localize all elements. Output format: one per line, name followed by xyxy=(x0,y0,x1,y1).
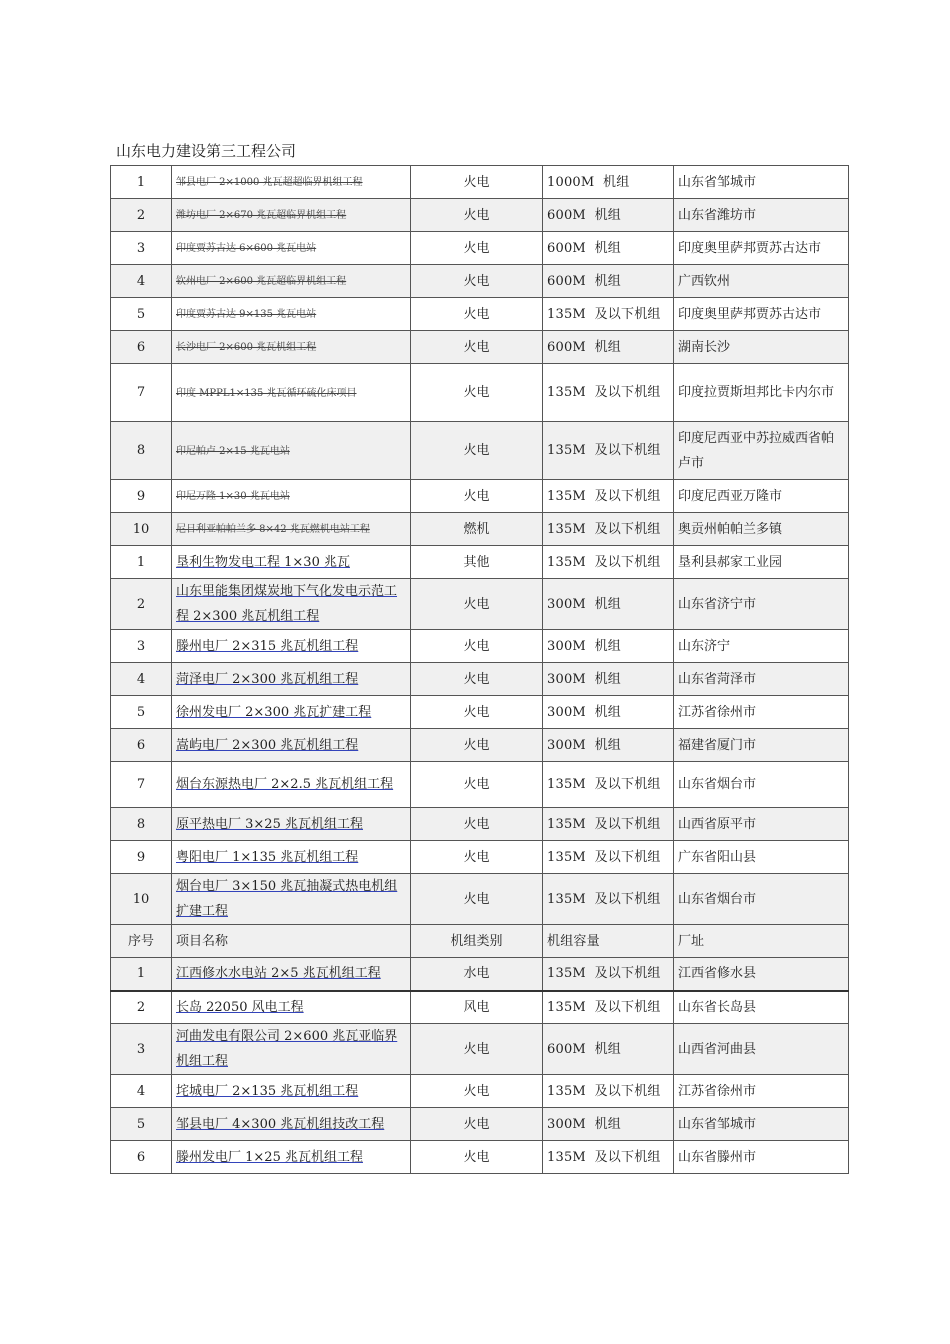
unit-capacity: 135M 及以下机组 xyxy=(543,841,674,874)
row-number: 9 xyxy=(111,480,172,513)
project-link[interactable]: 烟台东源热电厂 2×2.5 兆瓦机组工程 xyxy=(176,777,394,792)
unit-type: 火电 xyxy=(411,166,543,199)
project-name[interactable] xyxy=(172,630,411,663)
site-location: 山东省菏泽市 xyxy=(674,663,849,696)
table-row xyxy=(111,1024,849,1075)
table-row xyxy=(111,298,849,331)
unit-type: 火电 xyxy=(411,696,543,729)
project-name-text: 印度贾苏古达 6×600 兆瓦电站 xyxy=(176,243,317,254)
site-location: 广西钦州 xyxy=(674,265,849,298)
unit-type: 其他 xyxy=(411,546,543,579)
table-row xyxy=(111,663,849,696)
row-number: 7 xyxy=(111,762,172,808)
table-row xyxy=(111,874,849,925)
project-name xyxy=(172,422,411,480)
project-link[interactable]: 邹县电厂 4×300 兆瓦机组技改工程 xyxy=(176,1116,385,1132)
site-location: 广东省阳山县 xyxy=(674,841,849,874)
project-link[interactable]: 江西修水水电站 2×5 兆瓦机组工程 xyxy=(176,966,381,982)
unit-type: 风电 xyxy=(411,991,543,1024)
header-capacity: 机组容量 xyxy=(543,925,674,958)
site-location: 山东省滕州市 xyxy=(674,1141,849,1174)
unit-capacity: 1000M 机组 xyxy=(543,166,674,199)
header-site: 厂址 xyxy=(674,925,849,958)
row-number: 7 xyxy=(111,364,172,422)
site-location: 山东省烟台市 xyxy=(674,762,849,808)
project-link[interactable]: 滕州电厂 2×315 兆瓦机组工程 xyxy=(176,638,359,654)
row-number: 3 xyxy=(111,1024,172,1075)
unit-type: 水电 xyxy=(411,958,543,991)
unit-type: 火电 xyxy=(411,232,543,265)
site-location: 印度尼西亚中苏拉威西省帕卢市 xyxy=(674,422,849,480)
project-name[interactable] xyxy=(172,958,411,991)
project-name[interactable] xyxy=(172,546,411,579)
table-row xyxy=(111,991,849,1024)
site-location: 奥贡州帕帕兰多镇 xyxy=(674,513,849,546)
table-row xyxy=(111,265,849,298)
site-location: 江苏省徐州市 xyxy=(674,1075,849,1108)
unit-capacity: 600M 机组 xyxy=(543,199,674,232)
project-link[interactable]: 菏泽电厂 2×300 兆瓦机组工程 xyxy=(176,671,359,687)
unit-capacity: 600M 机组 xyxy=(543,1024,674,1075)
table-row xyxy=(111,232,849,265)
header-name: 项目名称 xyxy=(172,925,411,958)
project-name-text: 长沙电厂 2×600 兆瓦机组工程 xyxy=(176,342,317,353)
project-name xyxy=(172,166,411,199)
row-number: 2 xyxy=(111,579,172,630)
project-link[interactable]: 河曲发电有限公司 2×600 兆瓦亚临界机组工程 xyxy=(176,1029,398,1069)
project-name-text: 尼日利亚帕帕兰多 8×42 兆瓦燃机电站工程 xyxy=(176,524,370,535)
unit-capacity: 135M 及以下机组 xyxy=(543,762,674,808)
row-number: 6 xyxy=(111,331,172,364)
unit-type: 火电 xyxy=(411,841,543,874)
unit-capacity: 135M 及以下机组 xyxy=(543,1141,674,1174)
row-number: 1 xyxy=(111,546,172,579)
project-name xyxy=(172,513,411,546)
site-location: 山东省长岛县 xyxy=(674,991,849,1024)
project-name-text: 钦州电厂 2×600 兆瓦超临界机组工程 xyxy=(176,276,347,287)
project-name[interactable] xyxy=(172,1141,411,1174)
unit-type: 火电 xyxy=(411,422,543,480)
site-location: 印度拉贾斯坦邦比卡内尔市 xyxy=(674,364,849,422)
project-name[interactable] xyxy=(172,663,411,696)
project-link[interactable]: 长岛 22050 风电工程 xyxy=(176,999,304,1015)
table-row xyxy=(111,841,849,874)
site-location: 印度尼西亚万隆市 xyxy=(674,480,849,513)
row-number: 10 xyxy=(111,874,172,925)
table-row xyxy=(111,199,849,232)
project-name[interactable] xyxy=(172,841,411,874)
site-location: 江苏省徐州市 xyxy=(674,696,849,729)
project-name[interactable] xyxy=(172,579,411,630)
row-number: 6 xyxy=(111,1141,172,1174)
header-type: 机组类别 xyxy=(411,925,543,958)
site-location: 山东省济宁市 xyxy=(674,579,849,630)
project-link[interactable]: 山东里能集团煤炭地下气化发电示范工程 2×300 兆瓦机组工程 xyxy=(176,584,398,624)
project-name xyxy=(172,199,411,232)
unit-type: 火电 xyxy=(411,874,543,925)
unit-capacity: 300M 机组 xyxy=(543,579,674,630)
header-no: 序号 xyxy=(111,925,172,958)
project-name[interactable] xyxy=(172,762,411,808)
table-row xyxy=(111,546,849,579)
table-row xyxy=(111,762,849,808)
table-row xyxy=(111,696,849,729)
project-link[interactable]: 粤阳电厂 1×135 兆瓦机组工程 xyxy=(176,849,359,865)
unit-type: 火电 xyxy=(411,1075,543,1108)
table-row xyxy=(111,331,849,364)
project-name-text: 印尼万隆 1×30 兆瓦电站 xyxy=(176,491,290,502)
site-location: 江西省修水县 xyxy=(674,958,849,991)
row-number: 1 xyxy=(111,958,172,991)
row-number: 4 xyxy=(111,265,172,298)
row-number: 9 xyxy=(111,841,172,874)
site-location: 山西省原平市 xyxy=(674,808,849,841)
project-name[interactable] xyxy=(172,1108,411,1141)
table-header-row xyxy=(111,925,849,958)
table-row xyxy=(111,1141,849,1174)
unit-type: 火电 xyxy=(411,265,543,298)
project-name[interactable] xyxy=(172,874,411,925)
unit-type: 火电 xyxy=(411,1024,543,1075)
site-location: 山西省河曲县 xyxy=(674,1024,849,1075)
project-link[interactable]: 嵩屿电厂 2×300 兆瓦机组工程 xyxy=(176,737,359,753)
site-location: 印度奥里萨邦贾苏古达市 xyxy=(674,298,849,331)
unit-capacity: 300M 机组 xyxy=(543,630,674,663)
row-number: 4 xyxy=(111,663,172,696)
project-name[interactable] xyxy=(172,991,411,1024)
table-row xyxy=(111,513,849,546)
unit-capacity: 135M 及以下机组 xyxy=(543,422,674,480)
project-name[interactable] xyxy=(172,696,411,729)
site-location: 山东省邹城市 xyxy=(674,1108,849,1141)
row-number: 2 xyxy=(111,991,172,1024)
unit-capacity: 135M 及以下机组 xyxy=(543,298,674,331)
unit-type: 火电 xyxy=(411,663,543,696)
table-row xyxy=(111,630,849,663)
site-location: 湖南长沙 xyxy=(674,331,849,364)
unit-type: 火电 xyxy=(411,630,543,663)
site-location: 山东济宁 xyxy=(674,630,849,663)
table-row xyxy=(111,166,849,199)
unit-capacity: 135M 及以下机组 xyxy=(543,480,674,513)
unit-type: 燃机 xyxy=(411,513,543,546)
project-name xyxy=(172,331,411,364)
unit-capacity: 300M 机组 xyxy=(543,663,674,696)
project-name-text: 邹县电厂 2×1000 兆瓦超超临界机组工程 xyxy=(176,177,363,188)
row-number: 5 xyxy=(111,1108,172,1141)
project-name-text: 印尼帕卢 2×15 兆瓦电站 xyxy=(176,445,290,457)
table-row xyxy=(111,729,849,762)
site-location: 福建省厦门市 xyxy=(674,729,849,762)
unit-capacity: 300M 机组 xyxy=(543,729,674,762)
unit-type: 火电 xyxy=(411,762,543,808)
project-name[interactable] xyxy=(172,1075,411,1108)
unit-capacity: 135M 及以下机组 xyxy=(543,991,674,1024)
unit-type: 火电 xyxy=(411,1141,543,1174)
project-name-text: 潍坊电厂 2×670 兆瓦超临界机组工程 xyxy=(176,210,347,221)
project-name[interactable] xyxy=(172,808,411,841)
unit-type: 火电 xyxy=(411,331,543,364)
row-number: 5 xyxy=(111,696,172,729)
unit-capacity: 135M 及以下机组 xyxy=(543,874,674,925)
unit-capacity: 135M 及以下机组 xyxy=(543,808,674,841)
project-name-text: 印度贾苏古达 9×135 兆瓦电站 xyxy=(176,309,317,320)
project-name xyxy=(172,232,411,265)
site-location: 山东省邹城市 xyxy=(674,166,849,199)
table-row xyxy=(111,1075,849,1108)
project-link[interactable]: 垞城电厂 2×135 兆瓦机组工程 xyxy=(176,1083,359,1099)
site-location: 印度奥里萨邦贾苏古达市 xyxy=(674,232,849,265)
row-number: 6 xyxy=(111,729,172,762)
project-table xyxy=(110,165,849,1174)
site-location: 山东省潍坊市 xyxy=(674,199,849,232)
unit-type: 火电 xyxy=(411,199,543,232)
table-row xyxy=(111,364,849,422)
row-number: 8 xyxy=(111,422,172,480)
unit-type: 火电 xyxy=(411,808,543,841)
project-link[interactable]: 滕州发电厂 1×25 兆瓦机组工程 xyxy=(176,1149,363,1165)
row-number: 3 xyxy=(111,232,172,265)
unit-type: 火电 xyxy=(411,364,543,422)
row-number: 4 xyxy=(111,1075,172,1108)
unit-type: 火电 xyxy=(411,579,543,630)
unit-capacity: 600M 机组 xyxy=(543,331,674,364)
site-location: 垦利县郝家工业园 xyxy=(674,546,849,579)
row-number: 1 xyxy=(111,166,172,199)
row-number: 2 xyxy=(111,199,172,232)
project-link[interactable]: 原平热电厂 3×25 兆瓦机组工程 xyxy=(176,816,363,832)
unit-capacity: 600M 机组 xyxy=(543,232,674,265)
unit-type: 火电 xyxy=(411,1108,543,1141)
project-name[interactable] xyxy=(172,1024,411,1075)
project-name-text: 印度 MPPL1×135 兆瓦循环硫化床项目 xyxy=(176,387,357,399)
table-row xyxy=(111,422,849,480)
table-row xyxy=(111,480,849,513)
row-number: 3 xyxy=(111,630,172,663)
unit-capacity: 135M 及以下机组 xyxy=(543,1075,674,1108)
row-number: 8 xyxy=(111,808,172,841)
project-link[interactable]: 烟台电厂 3×150 兆瓦抽凝式热电机组扩建工程 xyxy=(176,879,398,919)
table-row xyxy=(111,958,849,991)
table-row xyxy=(111,579,849,630)
unit-type: 火电 xyxy=(411,729,543,762)
unit-capacity: 600M 机组 xyxy=(543,265,674,298)
unit-capacity: 135M 及以下机组 xyxy=(543,958,674,991)
company-title: 山东电力建设第三工程公司 xyxy=(116,142,297,160)
site-location: 山东省烟台市 xyxy=(674,874,849,925)
table-row xyxy=(111,1108,849,1141)
unit-type: 火电 xyxy=(411,480,543,513)
project-name xyxy=(172,265,411,298)
project-link[interactable]: 垦利生物发电工程 1×30 兆瓦 xyxy=(176,554,350,570)
project-name xyxy=(172,480,411,513)
table-row xyxy=(111,808,849,841)
project-link[interactable]: 徐州发电厂 2×300 兆瓦扩建工程 xyxy=(176,704,372,720)
unit-capacity: 300M 机组 xyxy=(543,1108,674,1141)
project-name xyxy=(172,298,411,331)
unit-capacity: 135M 及以下机组 xyxy=(543,546,674,579)
unit-capacity: 300M 机组 xyxy=(543,696,674,729)
unit-capacity: 135M 及以下机组 xyxy=(543,513,674,546)
unit-type: 火电 xyxy=(411,298,543,331)
row-number: 10 xyxy=(111,513,172,546)
project-name xyxy=(172,364,411,422)
project-name[interactable] xyxy=(172,729,411,762)
unit-capacity: 135M 及以下机组 xyxy=(543,364,674,422)
row-number: 5 xyxy=(111,298,172,331)
